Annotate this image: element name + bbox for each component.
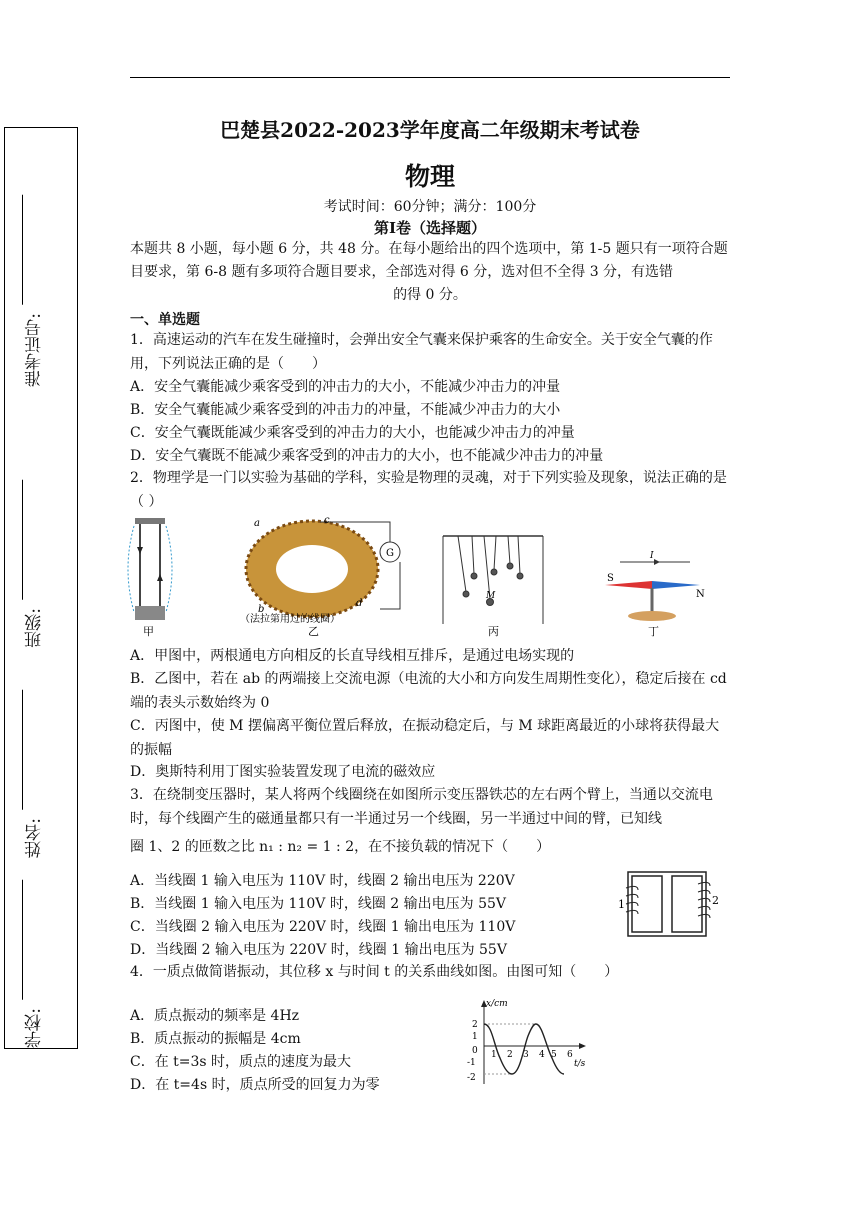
exam-id-label: 准考证号: (25, 313, 45, 387)
q4-option-a[interactable]: A．质点振动的频率是 4Hz (130, 1008, 300, 1024)
shm-graph (462, 996, 592, 1092)
svg-text:N: N (696, 589, 705, 600)
q1-option-d[interactable]: D．安全气囊既不能减少乘客受到的冲击力的大小，也不能减少冲击力的冲量 (130, 448, 604, 464)
figure-yi (240, 514, 420, 640)
svg-text:c: c (324, 515, 330, 526)
instructions-text-end: 的得 0 分。 (393, 287, 467, 303)
svg-text:b: b (258, 604, 265, 615)
xtick-2: 2 (507, 1050, 513, 1060)
class-label: 班级: (25, 608, 45, 648)
q3-option-c[interactable]: C．当线圈 2 输入电压为 220V 时，线圈 1 输出电压为 110V (130, 919, 516, 935)
q3-option-b[interactable]: B．当线圈 1 输入电压为 110V 时，线圈 2 输出电压为 55V (130, 896, 507, 912)
graph-ylabel: x/cm (486, 999, 508, 1009)
xtick-5: 5 (551, 1050, 557, 1060)
fig-caption-yi: （法拉第用过的线圈） (240, 614, 340, 625)
ytick-m2: -2 (467, 1073, 476, 1083)
instructions-text: 本题共 8 小题，每小题 6 分，共 48 分。在每小题给出的四个选项中，第 1-5 题只有一项符合题目要求，第 6-8 题有多项符合题目要求，全部选对得 6 分，选对但不全得 3 分，有选错 (130, 241, 728, 280)
svg-text:M: M (486, 591, 496, 601)
school-label: 学校: (25, 1008, 45, 1048)
name-field[interactable] (22, 690, 47, 858)
xtick-4: 4 (539, 1050, 545, 1060)
q2-option-d[interactable]: D．奥斯特利用丁图实验装置发现了电流的磁效应 (130, 764, 436, 780)
svg-text:2: 2 (712, 894, 719, 907)
q4-option-b[interactable]: B．质点振动的振幅是 4cm (130, 1031, 301, 1047)
figure-ding (590, 550, 720, 640)
graph-xlabel: t/s (574, 1059, 586, 1069)
name-label: 姓名: (25, 818, 45, 858)
q1-stem: 1．高速运动的汽车在发生碰撞时，会弹出安全气囊来保护乘客的生命安全。关于安全气囊的作用，下列说法正确的是（ ） (130, 332, 713, 372)
figure-jia (126, 514, 176, 640)
fig-label-bing: 丙 (488, 625, 499, 638)
q1-option-a[interactable]: A．安全气囊能减少乘客受到的冲击力的大小，不能减少冲击力的冲量 (130, 379, 561, 395)
fig-label-ding: 丁 (648, 625, 659, 638)
xtick-1: 1 (491, 1050, 497, 1060)
transformer-figure (604, 868, 724, 938)
subject-title: 物理 (404, 162, 455, 191)
exam-title: 巴楚县2022-2023学年度高二年级期末考试卷 (220, 118, 640, 142)
q4-option-d[interactable]: D．在 t=4s 时，质点所受的回复力为零 (130, 1077, 380, 1093)
class-field[interactable] (22, 480, 47, 648)
instructions (130, 238, 730, 307)
fig-label-yi: 乙 (308, 625, 319, 638)
ytick-2: 2 (472, 1020, 478, 1030)
q2-option-b[interactable]: B．乙图中，若在 ab 的两端接上交流电源（电流的大小和方向发生周期性变化），稳定后接在 cd 端的表头示数始终为 0 (130, 671, 727, 711)
exam-info: 考试时间：60分钟；满分：100分 (323, 199, 537, 215)
xtick-6: 6 (567, 1050, 573, 1060)
svg-text:a: a (254, 518, 260, 529)
fig-label-jia: 甲 (143, 625, 154, 638)
ytick-0: 0 (472, 1046, 478, 1056)
svg-text:d: d (356, 598, 363, 609)
svg-text:1: 1 (618, 898, 625, 911)
q3-option-a[interactable]: A．当线圈 1 输入电压为 110V 时，线圈 2 输出电压为 220V (130, 873, 515, 889)
volume-title: 第Ⅰ卷（选择题） (373, 219, 487, 237)
svg-text:I: I (650, 551, 654, 561)
q4-option-c[interactable]: C．在 t=3s 时，质点的速度为最大 (130, 1054, 352, 1070)
q1-option-b[interactable]: B．安全气囊能减少乘客受到的冲击力的冲量，不能减少冲击力的大小 (130, 402, 561, 418)
section-heading: 一、单选题 (130, 312, 200, 328)
q2-option-a[interactable]: A．甲图中，两根通电方向相反的长直导线相互排斥，是通过电场实现的 (130, 648, 575, 664)
header-rule (130, 77, 730, 78)
q1-option-c[interactable]: C．安全气囊既能减少乘客受到的冲击力的大小，也能减少冲击力的冲量 (130, 425, 575, 441)
q2-stem: 2．物理学是一门以实验为基础的学科，实验是物理的灵魂，对于下列实验及现象，说法正确的是（ ） (130, 470, 727, 510)
school-field[interactable] (22, 880, 47, 1048)
q3-stem: 3．在绕制变压器时，某人将两个线圈绕在如图所示变压器铁芯的左右两个臂上，当通以交流电时，每个线圈产生的磁通量都只有一半通过另一个线圈，另一半通过中间的臂，已知线 (130, 787, 713, 827)
ytick-m1: -1 (467, 1058, 476, 1068)
xtick-3: 3 (523, 1050, 529, 1060)
q3-stem-cont: 圈 1、2 的匝数之比 n₁ : n₂ = 1 : 2，在不接负载的情况下（ ） (130, 839, 551, 855)
svg-text:G: G (386, 548, 394, 559)
q3-option-d[interactable]: D．当线圈 2 输入电压为 220V 时，线圈 1 输出电压为 55V (130, 942, 507, 958)
q4-stem: 4．一质点做简谐振动，其位移 x 与时间 t 的关系曲线如图。由图可知（ ） (130, 964, 619, 980)
q2-option-c[interactable]: C．丙图中，使 M 摆偏离平衡位置后释放，在振动稳定后，与 M 球距离最近的小球将获得最大的振幅 (130, 718, 720, 758)
figure-bing (438, 514, 548, 640)
svg-text:S: S (607, 573, 614, 584)
ytick-1: 1 (472, 1032, 478, 1042)
